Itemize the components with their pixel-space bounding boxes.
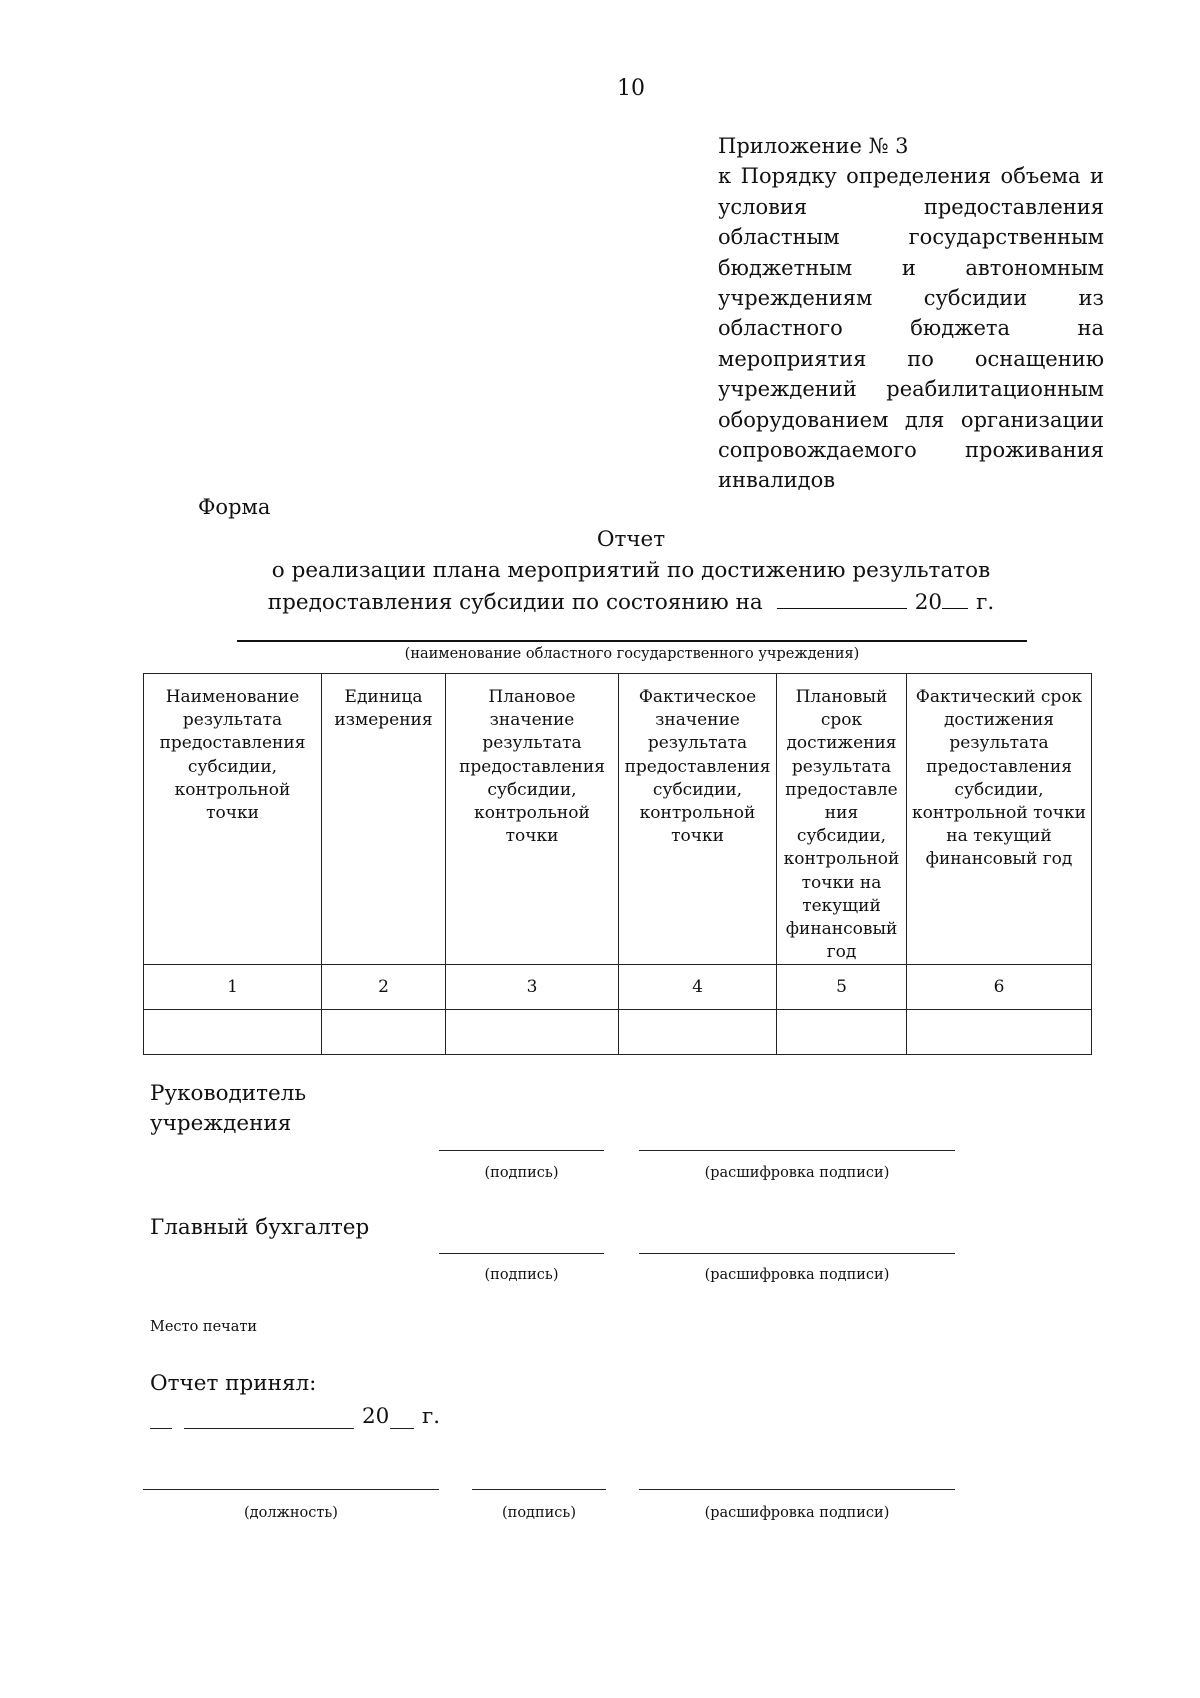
report-title-line2: о реализации плана мероприятий по достижению результатов	[271, 558, 991, 583]
appendix-text: к Порядку определения объема и условия предоставления областным государственным бюджетным и автономным учреждениям субсидии из областного бюджета на мероприятия по оснащению учреждений реабилитационным оборудованием для организации сопровождаемого проживания инвалидов	[718, 164, 1104, 493]
table-header-row	[144, 674, 1092, 965]
accepted-label: Отчет принял:	[150, 1371, 317, 1396]
table-number-row	[144, 965, 1092, 1010]
accepted-year-suffix: г.	[422, 1404, 441, 1429]
accountant-decoding-caption: (расшифровка подписи)	[704, 1267, 890, 1283]
column-number: 1	[144, 965, 322, 1010]
report-title-line3	[0, 586, 1200, 618]
head-signature-caption: (подпись)	[484, 1165, 559, 1181]
table-cell[interactable]	[777, 1010, 907, 1055]
accepted-year: 20	[362, 1404, 390, 1429]
table-cell[interactable]	[446, 1010, 619, 1055]
head-decoding-caption: (расшифровка подписи)	[704, 1165, 890, 1181]
accepted-signature-line[interactable]	[472, 1489, 606, 1490]
accountant-signature-caption: (подпись)	[484, 1267, 559, 1283]
form-label: Форма	[198, 495, 271, 519]
institution-name-line[interactable]	[237, 640, 1027, 642]
column-number: 6	[907, 965, 1092, 1010]
table-header-cell: Плановое значение результата предоставления субсидии, контрольной точки	[446, 674, 619, 965]
column-number: 3	[446, 965, 619, 1010]
accepted-position-caption: (должность)	[244, 1505, 338, 1521]
table-header-cell: Плановый срок достижения результата предоставле ния субсидии, контрольной точки на текущий финансовый год	[777, 674, 907, 965]
report-title-line1: Отчет	[596, 527, 666, 552]
table-header-cell: Единица измерения	[322, 674, 446, 965]
table-cell[interactable]	[619, 1010, 777, 1055]
table-cell[interactable]	[144, 1010, 322, 1055]
column-number: 2	[322, 965, 446, 1010]
report-date-blank[interactable]	[777, 586, 907, 609]
report-year-suffix: г.	[976, 590, 995, 615]
column-number: 4	[619, 965, 777, 1010]
head-signature-line[interactable]	[439, 1150, 604, 1151]
head-decoding-line[interactable]	[639, 1150, 955, 1151]
column-number: 5	[777, 965, 907, 1010]
accepted-month-blank[interactable]	[184, 1428, 354, 1429]
accountant-label: Главный бухгалтер	[150, 1215, 370, 1240]
accepted-signature-caption: (подпись)	[502, 1505, 576, 1521]
accountant-signature-line[interactable]	[439, 1253, 604, 1254]
stamp-place: Место печати	[150, 1319, 258, 1335]
appendix-title: Приложение № 3	[718, 134, 909, 158]
accountant-decoding-line[interactable]	[639, 1253, 955, 1254]
accepted-decoding-line[interactable]	[639, 1489, 955, 1490]
table-row	[144, 1010, 1092, 1055]
table-header-cell: Фактическое значение результата предоставления субсидии, контрольной точки	[619, 674, 777, 965]
table-cell[interactable]	[907, 1010, 1092, 1055]
report-date-prefix: предоставления субсидии по состоянию на	[267, 590, 763, 615]
accepted-position-line[interactable]	[143, 1489, 439, 1490]
report-year: 20	[914, 590, 943, 615]
page-number: 10	[617, 76, 645, 101]
table-header-cell: Наименование результата предоставления субсидии, контрольной точки	[144, 674, 322, 965]
head-label: Руководитель учреждения	[150, 1081, 307, 1136]
table-cell[interactable]	[322, 1010, 446, 1055]
report-year-blank[interactable]	[942, 586, 968, 609]
accepted-year-blank[interactable]	[390, 1428, 414, 1429]
report-table	[143, 673, 1092, 1055]
accepted-day-blank[interactable]	[150, 1428, 172, 1429]
appendix-block	[718, 131, 1104, 496]
table-header-cell: Фактический срок достижения результата предоставления субсидии, контрольной точки на текущий финансовый год	[907, 674, 1092, 965]
report-title	[0, 524, 1200, 618]
institution-caption: (наименование областного государственного учреждения)	[404, 646, 860, 662]
accepted-decoding-caption: (расшифровка подписи)	[704, 1505, 890, 1521]
